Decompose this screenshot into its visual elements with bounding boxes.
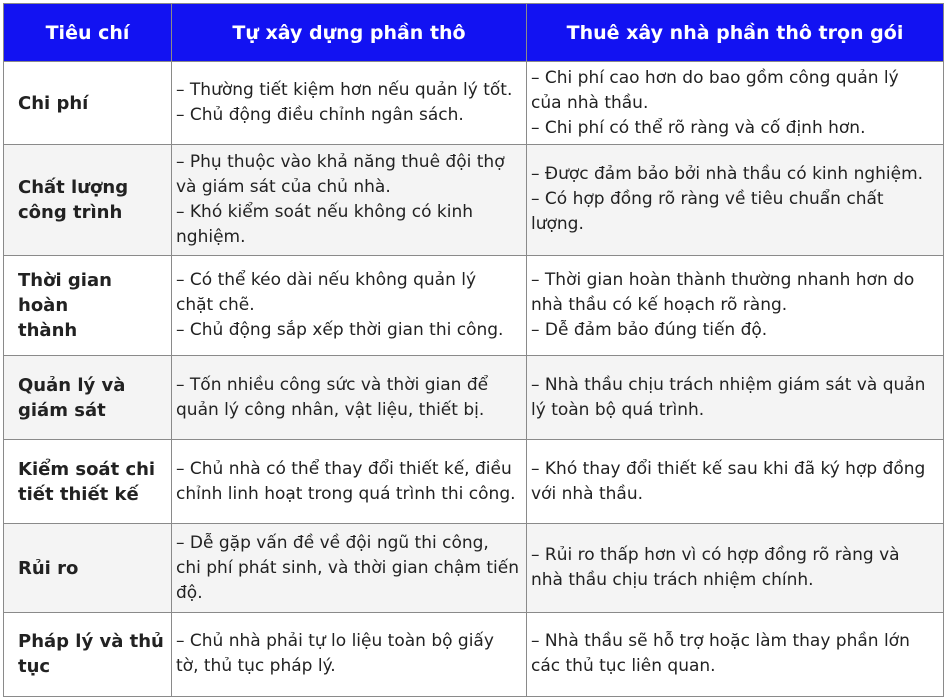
criterion-line: Chất lượng (18, 176, 129, 198)
criterion-line: Pháp lý và thủ (18, 631, 164, 653)
cell-line: chặt chẽ. (176, 294, 255, 315)
cell-line: – Rủi ro thấp hơn vì có hợp đồng rõ ràng và (531, 545, 900, 566)
self-build-cell (172, 255, 527, 355)
cell-line: và giám sát của chủ nhà. (176, 176, 391, 197)
table-row (4, 355, 944, 439)
cell-line: độ. (176, 582, 203, 603)
criterion-cell (4, 355, 172, 439)
cell-line: với nhà thầu. (531, 483, 643, 504)
criterion-line: tục (18, 656, 51, 678)
table-row (4, 612, 944, 696)
cell-line: quản lý công nhân, vật liệu, thiết bị. (176, 399, 485, 420)
package-cell (527, 62, 944, 145)
criterion-cell (4, 524, 172, 612)
header-criteria: Tiêu chí (4, 4, 172, 62)
cell-line: chi phí phát sinh, và thời gian chậm tiến (176, 557, 520, 578)
self-build-cell (172, 145, 527, 255)
criterion-cell (4, 145, 172, 255)
cell-line: – Có thể kéo dài nếu không quản lý (176, 269, 477, 290)
cell-line: – Chủ động điều chỉnh ngân sách. (176, 105, 464, 126)
criterion-line: Rủi ro (18, 557, 79, 579)
cell-line: lý toàn bộ quá trình. (531, 399, 705, 420)
package-cell (527, 524, 944, 612)
cell-line: – Nhà thầu chịu trách nhiệm giám sát và quản (531, 374, 926, 395)
criterion-line: tiết thiết kế (18, 483, 139, 505)
cell-line: – Tốn nhiều công sức và thời gian để (176, 374, 489, 395)
cell-line: của nhà thầu. (531, 92, 649, 113)
table-row (4, 145, 944, 255)
cell-line: – Thời gian hoàn thành thường nhanh hơn do (531, 269, 915, 290)
criterion-cell (4, 255, 172, 355)
table-row (4, 524, 944, 612)
criterion-line: Chi phí (18, 92, 89, 114)
package-cell (527, 355, 944, 439)
cell-line: – Chi phí cao hơn do bao gồm công quản lý (531, 67, 899, 88)
cell-line: nghiệm. (176, 226, 246, 247)
cell-line: tờ, thủ tục pháp lý. (176, 656, 336, 677)
cell-line: nhà thầu có kế hoạch rõ ràng. (531, 294, 788, 315)
cell-line: – Dễ gặp vấn đề về đội ngũ thi công, (176, 532, 489, 553)
cell-line: – Chi phí có thể rõ ràng và cố định hơn. (531, 117, 866, 138)
criterion-line: Thời gian hoàn (18, 269, 112, 316)
cell-line: – Được đảm bảo bởi nhà thầu có kinh nghiệm. (531, 164, 924, 185)
cell-line: chỉnh linh hoạt trong quá trình thi công. (176, 483, 516, 504)
criterion-cell (4, 62, 172, 145)
package-cell (527, 255, 944, 355)
table-row (4, 62, 944, 145)
cell-line: – Dễ đảm bảo đúng tiến độ. (531, 319, 768, 340)
header-package-build: Thuê xây nhà phần thô trọn gói (527, 4, 944, 62)
package-cell (527, 440, 944, 524)
criterion-cell (4, 612, 172, 696)
cell-line: – Thường tiết kiệm hơn nếu quản lý tốt. (176, 80, 513, 101)
criterion-line: Kiểm soát chi (18, 458, 156, 480)
criterion-line: Quản lý và (18, 374, 126, 396)
cell-line: – Nhà thầu sẽ hỗ trợ hoặc làm thay phần lớn (531, 631, 910, 652)
cell-line: – Chủ động sắp xếp thời gian thi công. (176, 319, 504, 340)
cell-line: – Có hợp đồng rõ ràng về tiêu chuẩn chất (531, 189, 884, 210)
self-build-cell (172, 440, 527, 524)
criterion-line: thành (18, 319, 78, 341)
package-cell (527, 145, 944, 255)
criterion-cell (4, 440, 172, 524)
header-self-build: Tự xây dựng phần thô (172, 4, 527, 62)
cell-line: nhà thầu chịu trách nhiệm chính. (531, 570, 814, 591)
cell-line: – Khó thay đổi thiết kế sau khi đã ký hợp đồng (531, 458, 926, 479)
criterion-line: công trình (18, 201, 123, 223)
cell-line: – Chủ nhà phải tự lo liệu toàn bộ giấy (176, 631, 494, 652)
cell-line: – Phụ thuộc vào khả năng thuê đội thợ (176, 151, 505, 172)
comparison-table (3, 3, 944, 697)
cell-line: – Chủ nhà có thể thay đổi thiết kế, điều (176, 458, 512, 479)
header-row (4, 4, 944, 62)
cell-line: các thủ tục liên quan. (531, 656, 716, 677)
self-build-cell (172, 62, 527, 145)
self-build-cell (172, 355, 527, 439)
self-build-cell (172, 524, 527, 612)
cell-line: – Khó kiểm soát nếu không có kinh (176, 201, 474, 222)
criterion-line: giám sát (18, 399, 106, 421)
table-row (4, 440, 944, 524)
cell-line: lượng. (531, 214, 584, 235)
self-build-cell (172, 612, 527, 696)
table-row (4, 255, 944, 355)
package-cell (527, 612, 944, 696)
